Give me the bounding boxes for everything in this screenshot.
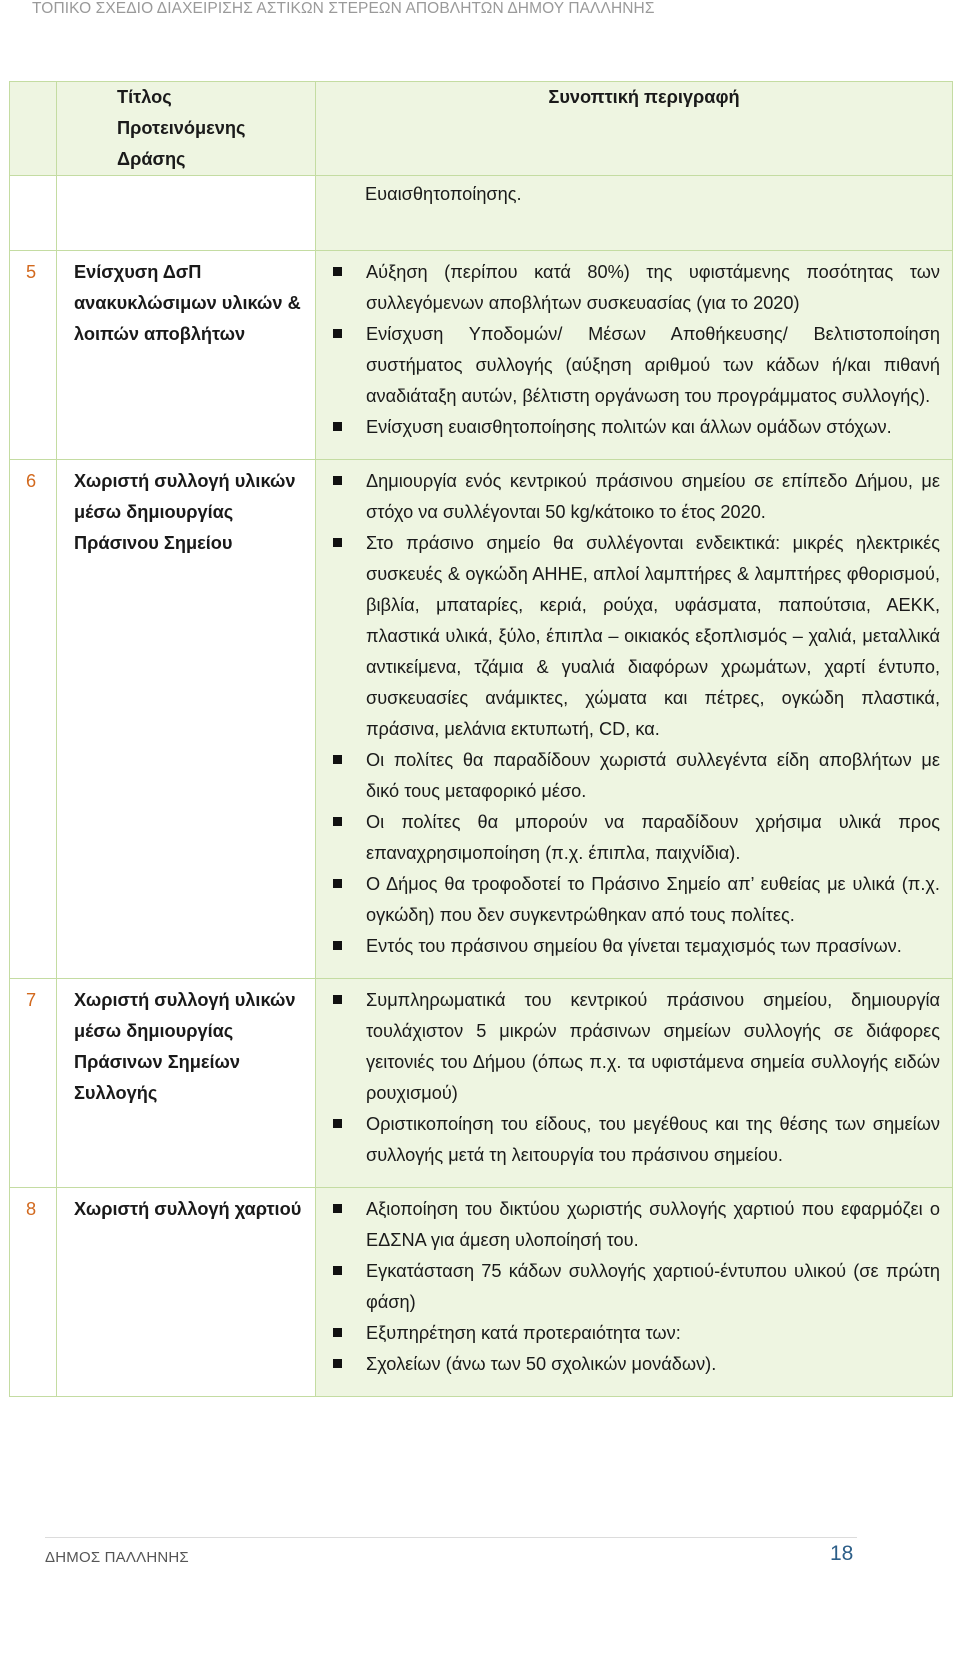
bullet-item [319,1194,940,1256]
bullet-text: Ενίσχυση Υποδομών/ Μέσων Αποθήκευσης/ Βελτιστοποίηση συστήματος συλλογής (αύξηση αριθμού των κάδων ή/και πιθανή αναδιάταξη αυτών, βέλτιστη οργάνωση του προγράμματος συλλογής). [366,324,940,406]
bullet-text: Εξυπηρέτηση κατά προτεραιότητα των: [366,1323,681,1343]
bullet-text: Ο Δήμος θα τροφοδοτεί το Πράσινο Σημείο απ’ ευθείας με υλικά (π.χ. ογκώδη) που δεν συγκεντρώθηκαν από τους πολίτες. [366,874,940,925]
continuation-num-cell [10,176,57,251]
action-description [316,460,953,979]
bullet-item [319,1349,940,1380]
action-description [316,251,953,460]
action-number: 8 [10,1188,57,1397]
header-num-cell [10,82,57,176]
bullet-item [319,466,940,528]
square-bullet-icon [333,1328,342,1337]
square-bullet-icon [333,1359,342,1368]
bullet-item [319,412,940,443]
action-description [316,1188,953,1397]
bullet-item [319,745,940,807]
square-bullet-icon [333,267,342,276]
bullet-item [319,319,940,412]
square-bullet-icon [333,1119,342,1128]
action-description [316,979,953,1188]
bullet-item [319,1256,940,1318]
bullet-item [319,1109,940,1171]
action-number: 6 [10,460,57,979]
bullet-item [319,807,940,869]
action-row [10,979,953,1188]
header-desc-cell [316,82,953,176]
continuation-desc-cell [316,176,953,251]
bullet-list [319,257,940,443]
square-bullet-icon [333,329,342,338]
square-bullet-icon [333,941,342,950]
table-header-row [10,82,953,176]
bullet-text: Οριστικοποίηση του είδους, του μεγέθους και της θέσης των σημείων συλλογής μετά τη λειτουργία του πράσινου σημείου. [366,1114,940,1165]
action-number: 5 [10,251,57,460]
bullet-text: Οι πολίτες θα παραδίδουν χωριστά συλλεγέντα είδη αποβλήτων με δικό τους μεταφορικό μέσο. [366,750,940,801]
col-title-header: Τίτλος Προτεινόμενης Δράσης [117,87,246,169]
action-title: Ενίσχυση ΔσΠ ανακυκλώσιμων υλικών & λοιπών αποβλήτων [57,251,316,460]
bullet-list [319,985,940,1171]
bullet-text: Στο πράσινο σημείο θα συλλέγονται ενδεικτικά: μικρές ηλεκτρικές συσκευές & ογκώδη ΑΗΗΕ, απλοί λαμπτήρες & λαμπτήρες φθορισμού, βιβλία, μπαταρίες, κεριά, ρούχα, υφάσματα, παπούτσια, ΑΕΚΚ, πλαστικά υλικά, ξύλο, έπιπλα – οικιακός εξοπλισμός – χαλιά, μεταλλικά αντικείμενα, τζάμια & γυαλιά διαφόρων χρωμάτων, χαρτί έντυπο, συσκευασίες ανάμικτες, χώματα και πέτρες, ογκώδη πλαστικά, πράσινα, μελάνια εκτυπωτή, CD, κα. [366,533,940,739]
bullet-item [319,869,940,931]
bullet-text: Εγκατάσταση 75 κάδων συλλογής χαρτιού-έντυπου υλικού (σε πρώτη φάση) [366,1261,940,1312]
header-title-cell [57,82,316,176]
square-bullet-icon [333,1204,342,1213]
action-title: Χωριστή συλλογή χαρτιού [57,1188,316,1397]
action-row [10,251,953,460]
continuation-text: Ευαισθητοποίησης. [365,184,522,204]
action-number: 7 [10,979,57,1188]
bullet-text: Αξιοποίηση του δικτύου χωριστής συλλογής χαρτιού που εφαρμόζει ο ΕΔΣΝΑ για άμεση υλοποίησή του. [366,1199,940,1250]
continuation-title-cell [57,176,316,251]
bullet-text: Συμπληρωματικά του κεντρικού πράσινου σημείου, δημιουργία τουλάχιστον 5 μικρών πράσινων σημείων συλλογής σε διάφορες γειτονιές του Δήμου (όπως π.χ. τα υφιστάμενα σημεία συλλογής ειδών ρουχισμού) [366,990,940,1103]
bullet-item [319,257,940,319]
action-title: Χωριστή συλλογή υλικών μέσω δημιουργίας Πράσινου Σημείου [57,460,316,979]
square-bullet-icon [333,817,342,826]
action-row [10,460,953,979]
bullet-text: Εντός του πράσινου σημείου θα γίνεται τεμαχισμός των πρασίνων. [366,936,902,956]
square-bullet-icon [333,422,342,431]
square-bullet-icon [333,538,342,547]
action-title: Χωριστή συλλογή υλικών μέσω δημιουργίας Πράσινων Σημείων Συλλογής [57,979,316,1188]
bullet-text: Σχολείων (άνω των 50 σχολικών μονάδων). [366,1354,717,1374]
bullet-item [319,528,940,745]
square-bullet-icon [333,755,342,764]
bullet-item [319,985,940,1109]
square-bullet-icon [333,879,342,888]
actions-table [9,81,953,1397]
bullet-text: Δημιουργία ενός κεντρικού πράσινου σημείου σε επίπεδο Δήμου, με στόχο να συλλέγονται 50 kg/κάτοικο το έτος 2020. [366,471,940,522]
continuation-row [10,176,953,251]
square-bullet-icon [333,476,342,485]
bullet-item [319,1318,940,1349]
bullet-list [319,466,940,962]
square-bullet-icon [333,995,342,1004]
footer-divider [45,1537,857,1538]
bullet-text: Ενίσχυση ευαισθητοποίησης πολιτών και άλλων ομάδων στόχων. [366,417,892,437]
bullet-text: Οι πολίτες θα μπορούν να παραδίδουν χρήσιμα υλικά προς επαναχρησιμοποίηση (π.χ. έπιπλα, παιχνίδια). [366,812,940,863]
col-desc-header: Συνοπτική περιγραφή [548,87,740,107]
running-header: ΤΟΠΙΚΟ ΣΧΕΔΙΟ ΔΙΑΧΕΙΡΙΣΗΣ ΑΣΤΙΚΩΝ ΣΤΕΡΕΩΝ ΑΠΟΒΛΗΤΩΝ ΔΗΜΟΥ ΠΑΛΛΗΝΗΣ [32,0,655,17]
bullet-list [319,1194,940,1380]
bullet-item [319,931,940,962]
action-row [10,1188,953,1397]
footer-page-number: 18 [830,1542,854,1565]
square-bullet-icon [333,1266,342,1275]
footer-municipality: ΔΗΜΟΣ ΠΑΛΛΗΝΗΣ [45,1549,189,1566]
bullet-text: Αύξηση (περίπου κατά 80%) της υφιστάμενης ποσότητας των συλλεγόμενων αποβλήτων συσκευασίας (για το 2020) [366,262,940,313]
